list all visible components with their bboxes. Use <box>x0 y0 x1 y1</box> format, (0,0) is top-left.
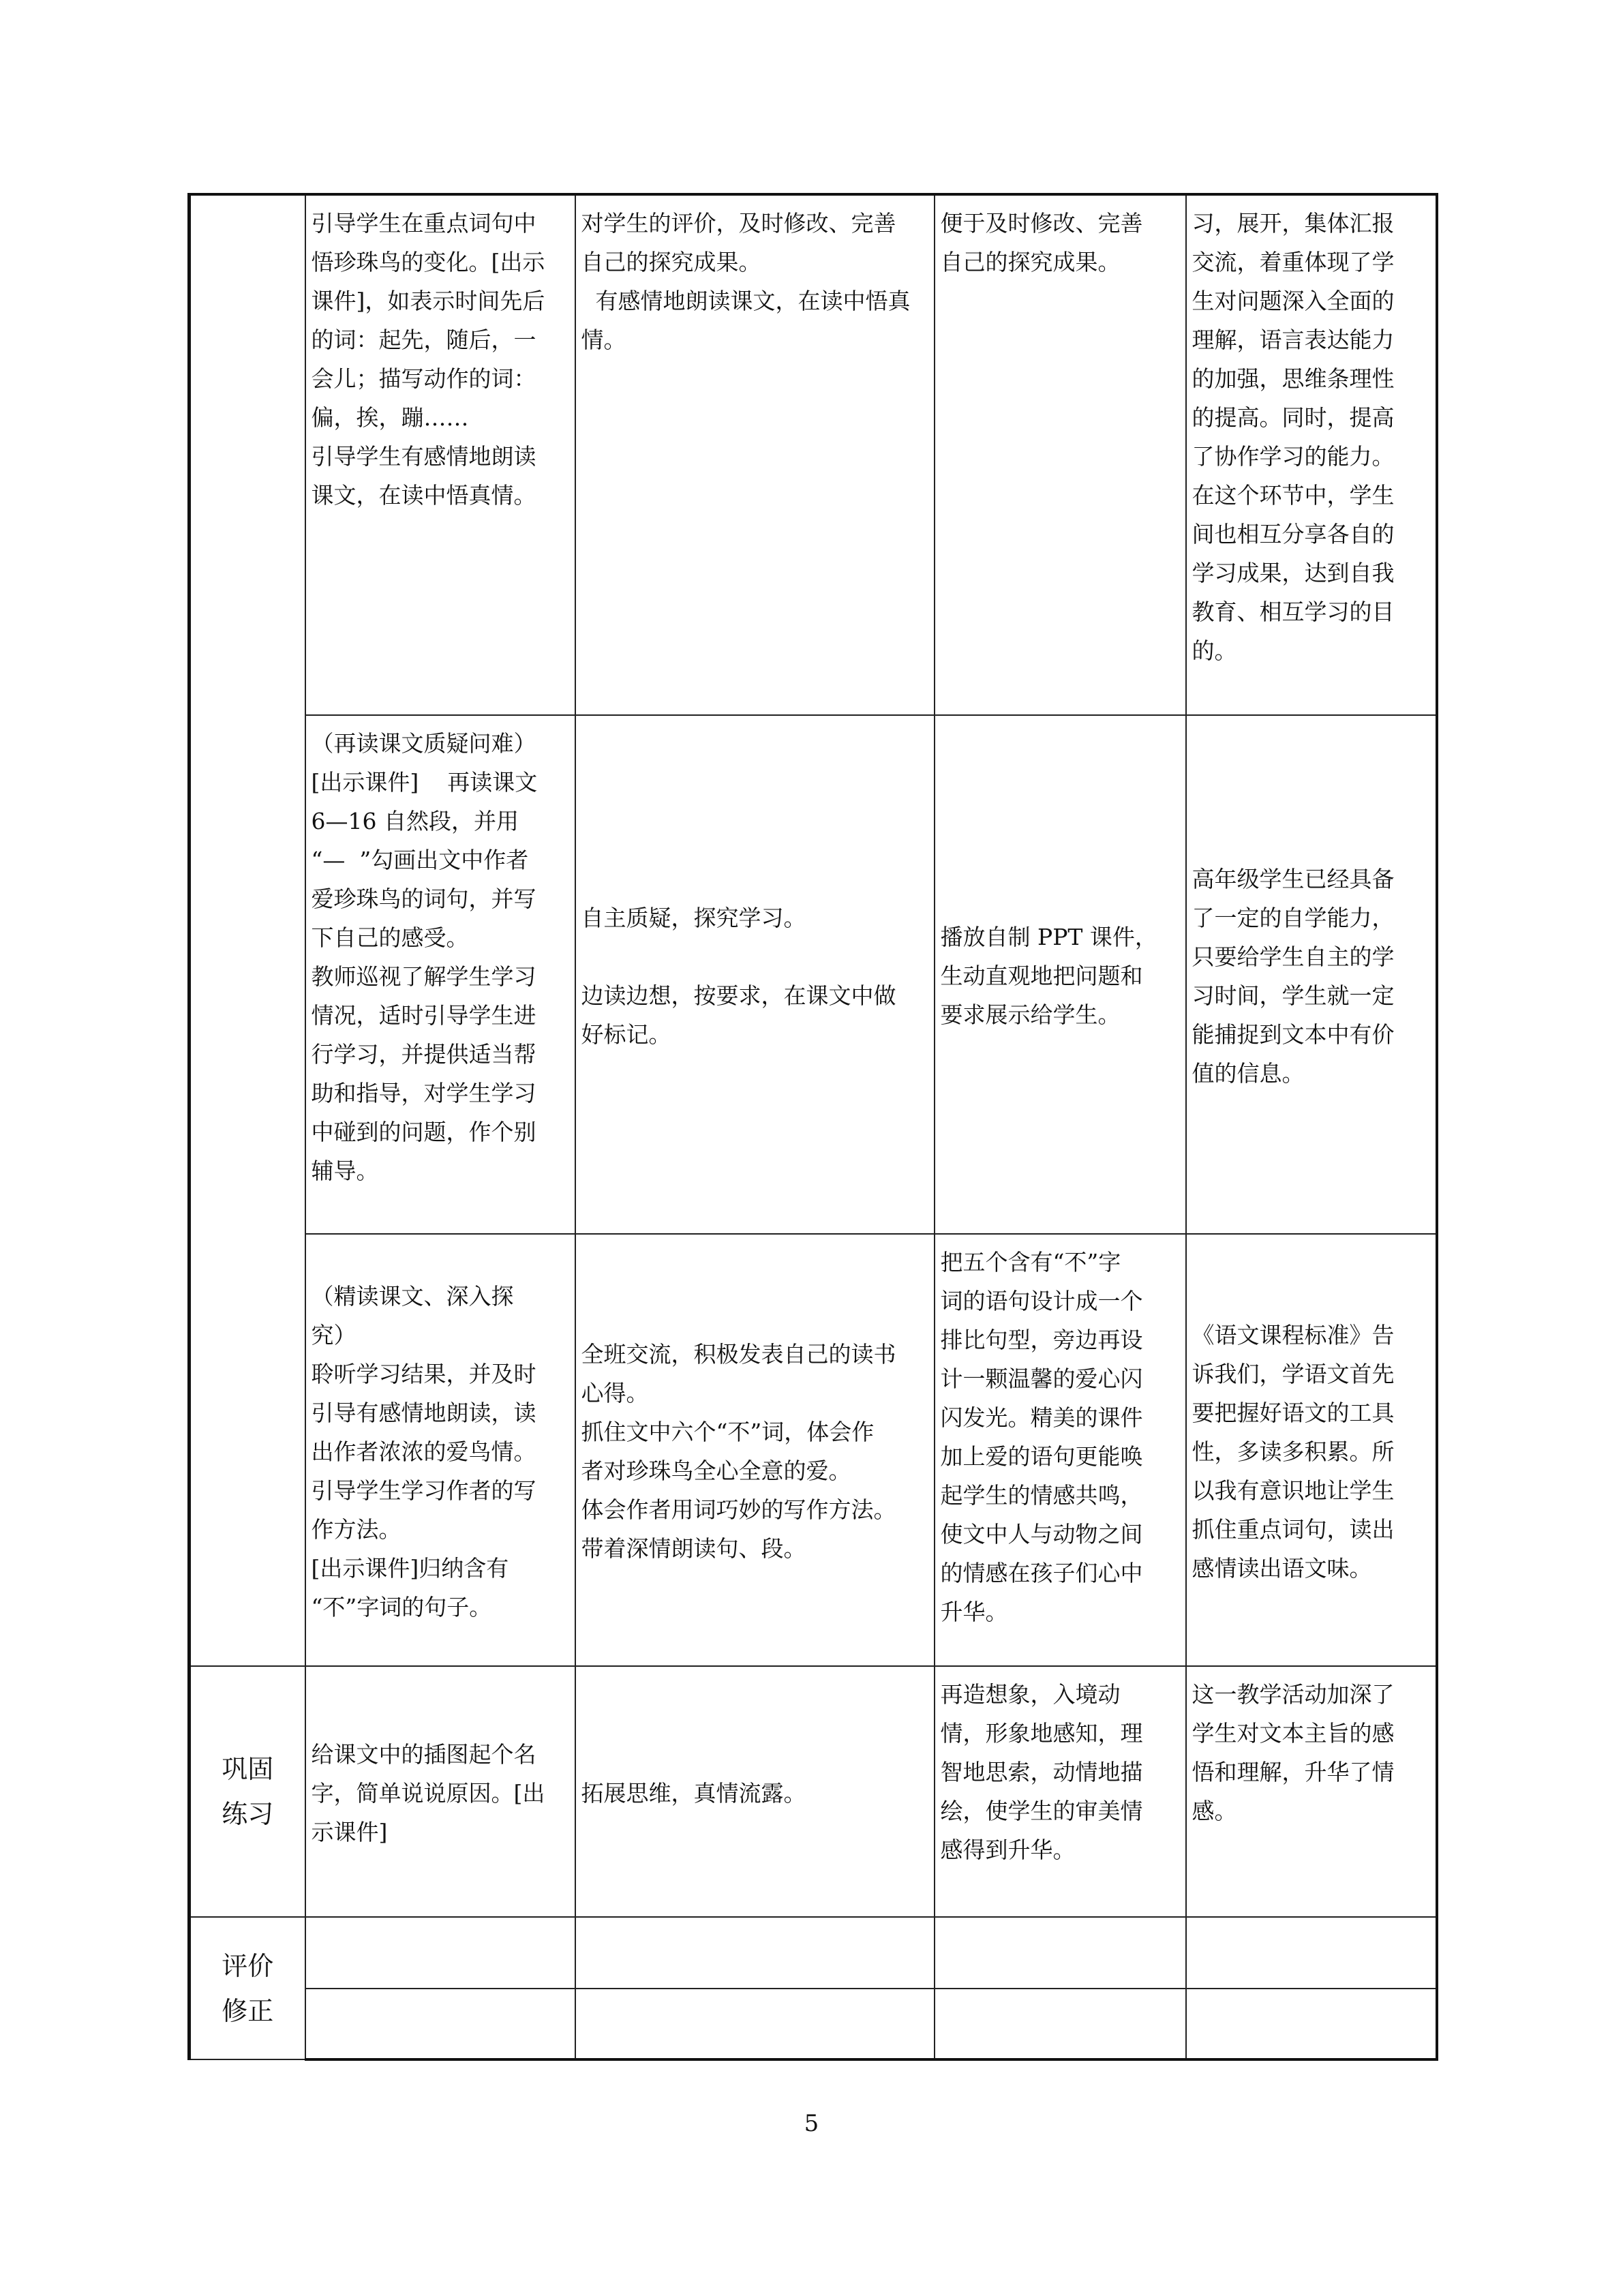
media-design-cell: 把五个含有“不”字 词的语句设计成一个 排比句型，旁边再设 计一颗温馨的爱心闪 闪发光。精美的课件 加上爱的语句更能唤 起学生的情感共鸣， 使文中人与动物之间 的情感在孩子们心中 升华。 <box>935 1234 1186 1666</box>
design-intent-cell: 《语文课程标准》告 诉我们，学语文首先 要把握好语文的工具 性，多读多积累。所 以我有意识地让学生 抓住重点词句，读出 感情读出语文味。 <box>1186 1234 1437 1666</box>
empty-cell <box>1186 1989 1437 2059</box>
media-design-cell: 便于及时修改、完善 自己的探究成果。 <box>935 194 1186 715</box>
teacher-activity-cell: 给课文中的插图起个名 字，简单说说原因。[出 示课件] <box>305 1666 575 1917</box>
table-row <box>189 1234 1437 1666</box>
design-intent-cell: 习，展开，集体汇报 交流，着重体现了学 生对问题深入全面的 理解，语言表达能力 的加强，思维条理性 的提高。同时，提高 了协作学习的能力。 在这个环节中，学生 间也相互分享各自的 学习成果，达到自我 教育、相互学习的目 的。 <box>1186 194 1437 715</box>
teacher-activity-cell: （再读课文质疑问难） [出示课件] 再读课文 6—16 自然段，并用 “— ”勾画出文中作者 爱珍珠鸟的词句，并写 下自己的感受。 教师巡视了解学生学习 情况，适时引导学生进 行学习，并提供适当帮 助和指导，对学生学习 中碰到的问题，作个别 辅导。 <box>305 715 575 1234</box>
empty-cell <box>305 1989 575 2059</box>
media-design-cell: 播放自制 PPT 课件， 生动直观地把问题和 要求展示给学生。 <box>935 715 1186 1234</box>
section-cell-empty <box>189 194 305 1666</box>
empty-cell <box>575 1989 935 2059</box>
table-row <box>189 1666 1437 1917</box>
empty-cell <box>935 1917 1186 1989</box>
media-design-cell: 再造想象，入境动 情，形象地感知，理 智地思索，动情地描 绘，使学生的审美情 感得到升华。 <box>935 1666 1186 1917</box>
empty-cell <box>305 1917 575 1989</box>
table-row <box>189 1989 1437 2059</box>
section-label-practice: 巩固 练习 <box>189 1666 305 1917</box>
design-intent-cell: 这一教学活动加深了 学生对文本主旨的感 悟和理解，升华了情 感。 <box>1186 1666 1437 1917</box>
student-activity-cell: 全班交流，积极发表自己的读书 心得。 抓住文中六个“不”词，体会作 者对珍珠鸟全心全意的爱。 体会作者用词巧妙的写作方法。 带着深情朗读句、段。 <box>575 1234 935 1666</box>
table-row <box>189 194 1437 715</box>
empty-cell <box>575 1917 935 1989</box>
teacher-activity-cell: （精读课文、深入探 究） 聆听学习结果，并及时 引导有感情地朗读，读 出作者浓浓的爱鸟情。 引导学生学习作者的写 作方法。 [出示课件]归纳含有 “不”字词的句子。 <box>305 1234 575 1666</box>
empty-cell <box>935 1989 1186 2059</box>
student-activity-cell: 拓展思维，真情流露。 <box>575 1666 935 1917</box>
student-activity-cell: 对学生的评价，及时修改、完善 自己的探究成果。 有感情地朗读课文，在读中悟真 情。 <box>575 194 935 715</box>
page-number: 5 <box>804 2110 819 2137</box>
table-row <box>189 715 1437 1234</box>
student-activity-cell: 自主质疑，探究学习。 边读边想，按要求，在课文中做 好标记。 <box>575 715 935 1234</box>
table-row <box>189 1917 1437 1989</box>
section-label-evaluation: 评价 修正 <box>189 1917 305 2059</box>
design-intent-cell: 高年级学生已经具备 了一定的自学能力， 只要给学生自主的学 习时间，学生就一定 能捕捉到文本中有价 值的信息。 <box>1186 715 1437 1234</box>
lesson-plan-table <box>187 193 1438 2061</box>
empty-cell <box>1186 1917 1437 1989</box>
teacher-activity-cell: 引导学生在重点词句中 悟珍珠鸟的变化。[出示 课件]，如表示时间先后 的词：起先，随后，一 会儿；描写动作的词： 偏，挨，蹦…… 引导学生有感情地朗读 课文，在读中悟真情。 <box>305 194 575 715</box>
